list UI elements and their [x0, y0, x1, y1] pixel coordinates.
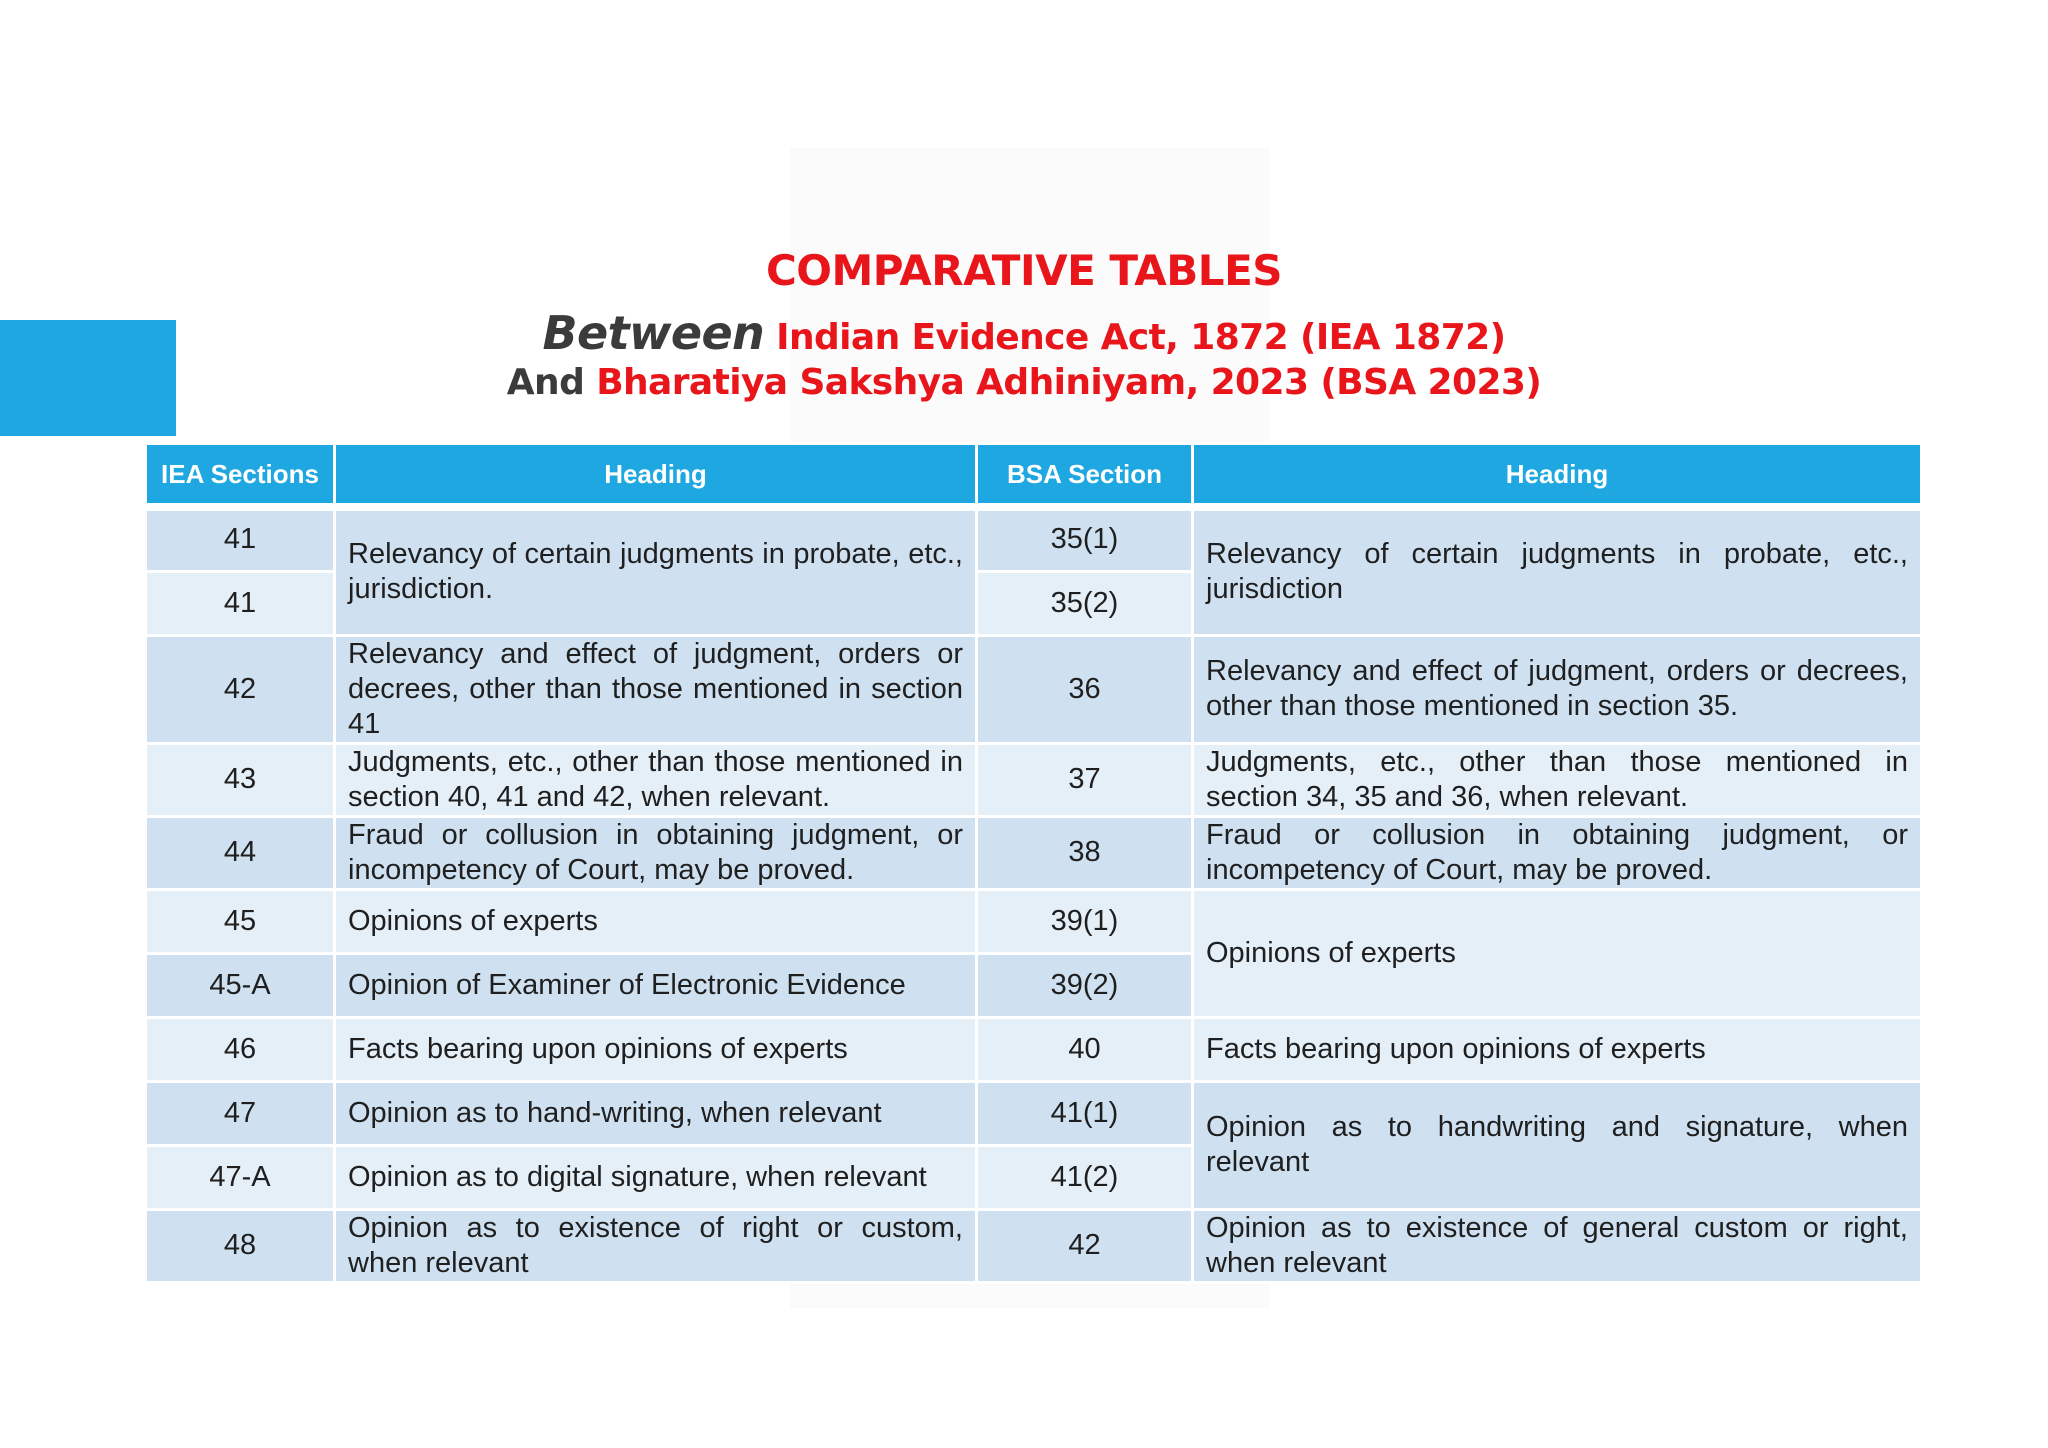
header-iea-heading: Heading	[335, 444, 977, 508]
bsa-heading: Opinion as to handwriting and signature, when relevant	[1193, 1081, 1922, 1209]
comparison-table	[144, 442, 1923, 1284]
subtitle-bsa	[0, 362, 2048, 403]
bsa-heading: Relevancy of certain judgments in probate, etc., jurisdiction	[1193, 507, 1922, 635]
iea-section: 45	[146, 889, 335, 953]
table-row	[146, 816, 1922, 889]
header-iea-sections: IEA Sections	[146, 444, 335, 508]
iea-heading: Facts bearing upon opinions of experts	[335, 1017, 977, 1081]
iea-heading: Opinion as to digital signature, when relevant	[335, 1145, 977, 1209]
iea-heading: Opinion as to hand-writing, when relevant	[335, 1081, 977, 1145]
bsa-heading: Opinions of experts	[1193, 889, 1922, 1017]
iea-heading: Relevancy and effect of judgment, orders or decrees, other than those mentioned in section 41	[335, 635, 977, 743]
iea-section: 41	[146, 507, 335, 571]
iea-section: 45-A	[146, 953, 335, 1017]
table-row	[146, 507, 1922, 571]
table-row	[146, 1081, 1922, 1145]
subtitle-between: Between	[542, 306, 765, 360]
bsa-section: 39(2)	[977, 953, 1193, 1017]
table-row	[146, 743, 1922, 816]
iea-section: 44	[146, 816, 335, 889]
subtitle-bsa-act: Bharatiya Sakshya Adhiniyam, 2023 (BSA 2023)	[596, 362, 1542, 403]
table-header-row	[146, 444, 1922, 508]
bsa-heading: Opinion as to existence of general custom or right, when relevant	[1193, 1209, 1922, 1282]
bsa-section: 39(1)	[977, 889, 1193, 953]
bsa-heading: Judgments, etc., other than those mentioned in section 34, 35 and 36, when relevant.	[1193, 743, 1922, 816]
page-title: COMPARATIVE TABLES	[765, 246, 1283, 295]
bsa-heading: Fraud or collusion in obtaining judgment, or incompetency of Court, may be proved.	[1193, 816, 1922, 889]
bsa-heading: Relevancy and effect of judgment, orders or decrees, other than those mentioned in section 35.	[1193, 635, 1922, 743]
header-bsa-heading: Heading	[1193, 444, 1922, 508]
bsa-section: 36	[977, 635, 1193, 743]
iea-section: 46	[146, 1017, 335, 1081]
header-bsa-section: BSA Section	[977, 444, 1193, 508]
iea-section: 42	[146, 635, 335, 743]
bsa-section: 38	[977, 816, 1193, 889]
bsa-section: 37	[977, 743, 1193, 816]
bsa-section: 41(2)	[977, 1145, 1193, 1209]
table-row	[146, 889, 1922, 953]
bsa-section: 41(1)	[977, 1081, 1193, 1145]
bsa-section: 35(1)	[977, 507, 1193, 571]
bsa-section: 42	[977, 1209, 1193, 1282]
table-row	[146, 1209, 1922, 1282]
table-row	[146, 635, 1922, 743]
bsa-heading: Facts bearing upon opinions of experts	[1193, 1017, 1922, 1081]
subtitle-iea-act: Indian Evidence Act, 1872 (IEA 1872)	[776, 317, 1506, 358]
iea-section: 47	[146, 1081, 335, 1145]
subtitle-iea	[0, 306, 2048, 360]
iea-section: 48	[146, 1209, 335, 1282]
iea-heading: Opinion as to existence of right or custom, when relevant	[335, 1209, 977, 1282]
iea-heading: Opinion of Examiner of Electronic Evidence	[335, 953, 977, 1017]
iea-heading: Opinions of experts	[335, 889, 977, 953]
iea-heading: Fraud or collusion in obtaining judgment, or incompetency of Court, may be proved.	[335, 816, 977, 889]
subtitle-and: And	[506, 362, 585, 403]
bsa-section: 40	[977, 1017, 1193, 1081]
bsa-section: 35(2)	[977, 571, 1193, 635]
table-row	[146, 1017, 1922, 1081]
iea-section: 43	[146, 743, 335, 816]
iea-heading: Relevancy of certain judgments in probate, etc., jurisdiction.	[335, 507, 977, 635]
iea-heading: Judgments, etc., other than those mentioned in section 40, 41 and 42, when relevant.	[335, 743, 977, 816]
iea-section: 47-A	[146, 1145, 335, 1209]
iea-section: 41	[146, 571, 335, 635]
